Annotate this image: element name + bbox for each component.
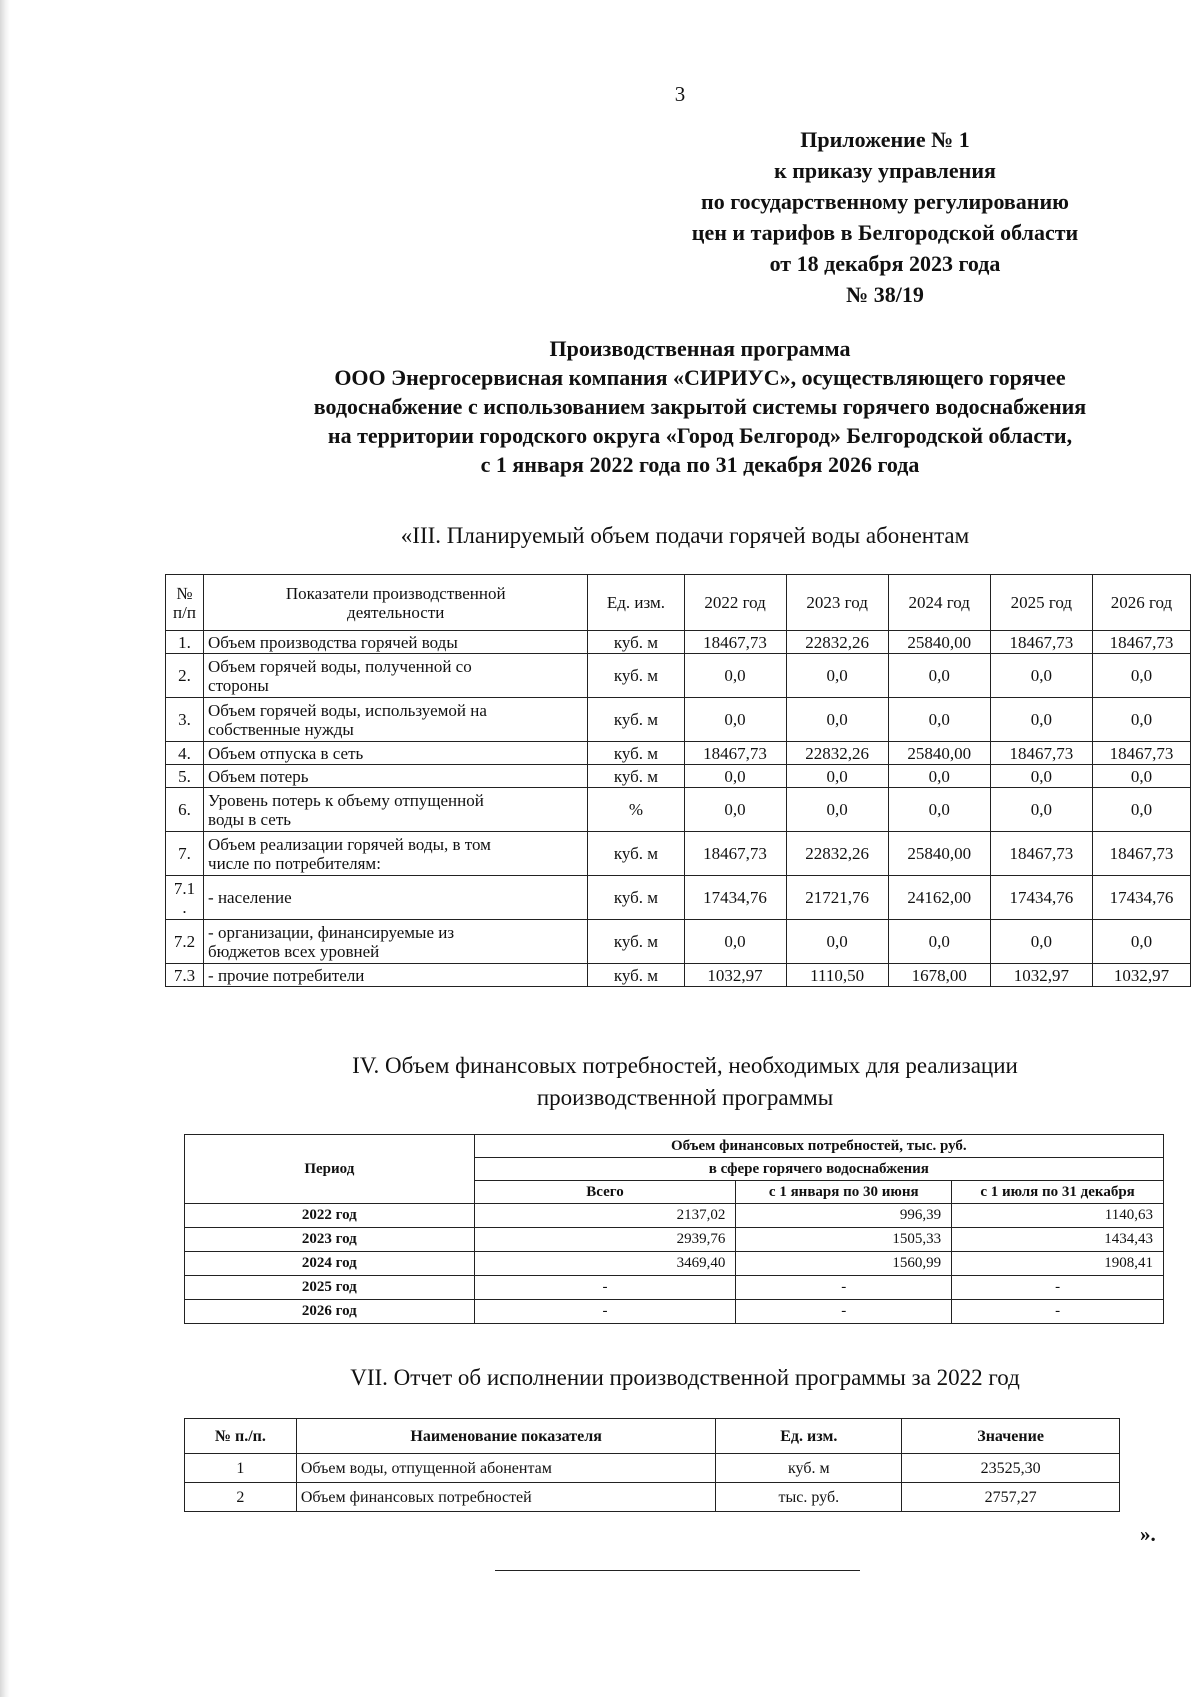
table-row: [166, 742, 1191, 765]
value-cell: 0,0: [786, 698, 888, 742]
header-num: № п./п.: [185, 1419, 297, 1454]
value-cell: 0,0: [888, 920, 990, 964]
indicator-name-line: стороны: [208, 675, 269, 695]
value-cell: 22832,26: [786, 742, 888, 765]
value-cell: 1908,41: [952, 1252, 1164, 1276]
table-row: [166, 698, 1191, 742]
value-cell: 0,0: [684, 765, 786, 788]
header-year: 2023 год: [786, 575, 888, 631]
indicator-name: [204, 920, 588, 964]
table-row: [185, 1276, 1164, 1300]
unit-cell: куб. м: [588, 832, 684, 876]
value-cell: 0,0: [990, 788, 1092, 832]
row-number: [166, 654, 204, 698]
indicator-name-line: Уровень потерь к объему отпущенной: [208, 790, 484, 810]
period-cell: 2025 год: [185, 1276, 475, 1300]
value-cell: 22832,26: [786, 832, 888, 876]
table-row: [185, 1228, 1164, 1252]
row-number: [166, 631, 204, 654]
indicator-name: [204, 876, 588, 920]
closing-quote: ».: [1140, 1522, 1156, 1546]
indicator-name: [204, 832, 588, 876]
value-cell: 2757,27: [902, 1483, 1120, 1512]
header-second-half: с 1 июля по 31 декабря: [952, 1181, 1164, 1204]
row-number: [166, 698, 204, 742]
header-hot-water-sphere: в сфере горячего водоснабжения: [474, 1158, 1163, 1181]
value-cell: 18467,73: [990, 742, 1092, 765]
header-year: 2026 год: [1092, 575, 1190, 631]
value-cell: -: [474, 1300, 736, 1324]
value-cell: 1434,43: [952, 1228, 1164, 1252]
value-cell: 1140,63: [952, 1204, 1164, 1228]
value-cell: 0,0: [1092, 765, 1190, 788]
value-cell: 0,0: [786, 654, 888, 698]
value-cell: 18467,73: [1092, 631, 1190, 654]
row-number-line: 7.1: [173, 878, 196, 898]
value-cell: 22832,26: [786, 631, 888, 654]
appendix-line: Приложение № 1: [800, 127, 970, 152]
program-title-line: на территории городского округа «Город Белгород» Белгородской области,: [327, 423, 1073, 448]
indicator-name-line: - прочие потребители: [208, 965, 365, 985]
indicator-name-line: воды в сеть: [208, 809, 292, 829]
header-indicator-name: Наименование показателя: [296, 1419, 716, 1454]
value-cell: 0,0: [786, 920, 888, 964]
row-number-line: 3.: [178, 710, 191, 729]
header-first-half: с 1 января по 30 июня: [736, 1181, 952, 1204]
value-cell: 1110,50: [786, 964, 888, 987]
appendix-block: [640, 124, 1130, 310]
value-cell: 0,0: [684, 654, 786, 698]
header-indicator: [204, 575, 588, 631]
unit-cell: куб. м: [588, 920, 684, 964]
value-cell: 0,0: [990, 654, 1092, 698]
header-period: Период: [185, 1135, 475, 1204]
row-number-line: 2.: [178, 666, 191, 685]
value-cell: 0,0: [684, 698, 786, 742]
value-cell: 18467,73: [1092, 742, 1190, 765]
table-row: [166, 788, 1191, 832]
row-number: [166, 964, 204, 987]
table-row: [166, 631, 1191, 654]
value-cell: 25840,00: [888, 742, 990, 765]
header-unit: Ед. изм.: [588, 575, 684, 631]
header-year: 2024 год: [888, 575, 990, 631]
table-row: [166, 832, 1191, 876]
appendix-line: от 18 декабря 2023 года: [769, 251, 1001, 276]
period-cell: 2024 год: [185, 1252, 475, 1276]
value-cell: 1032,97: [990, 964, 1092, 987]
header-year: 2022 год: [684, 575, 786, 631]
row-number-line: 6.: [178, 800, 191, 819]
value-cell: 0,0: [1092, 698, 1190, 742]
value-cell: 18467,73: [684, 631, 786, 654]
value-cell: -: [474, 1276, 736, 1300]
value-cell: 18467,73: [684, 832, 786, 876]
appendix-line: цен и тарифов в Белгородской области: [691, 220, 1079, 245]
end-line: [495, 1570, 860, 1571]
value-cell: 0,0: [888, 654, 990, 698]
value-cell: 0,0: [684, 788, 786, 832]
header-num-line: №: [176, 583, 193, 603]
table-row: [185, 1483, 1120, 1512]
unit-cell: куб. м: [588, 698, 684, 742]
section4-heading-line: производственной программы: [536, 1085, 834, 1110]
value-cell: 0,0: [1092, 788, 1190, 832]
value-cell: 0,0: [888, 788, 990, 832]
value-cell: -: [736, 1300, 952, 1324]
value-cell: 2939,76: [474, 1228, 736, 1252]
value-cell: 17434,76: [684, 876, 786, 920]
unit-cell: куб. м: [588, 964, 684, 987]
row-number: [166, 832, 204, 876]
scan-edge: [0, 0, 10, 1697]
indicator-name: Объем воды, отпущенной абонентам: [296, 1454, 716, 1483]
value-cell: 24162,00: [888, 876, 990, 920]
row-number: 1: [185, 1454, 297, 1483]
table-row: [166, 654, 1191, 698]
value-cell: 2137,02: [474, 1204, 736, 1228]
indicator-name-line: Объем реализации горячей воды, в том: [208, 834, 491, 854]
value-cell: 17434,76: [990, 876, 1092, 920]
value-cell: 21721,76: [786, 876, 888, 920]
indicator-name: [204, 654, 588, 698]
program-title-line: водоснабжение с использованием закрытой системы горячего водоснабжения: [313, 394, 1087, 419]
page-number: 3: [674, 82, 686, 106]
program-title-line: ООО Энергосервисная компания «СИРИУС», осуществляющего горячее: [334, 365, 1066, 390]
row-number-line: 5.: [178, 766, 191, 786]
section3-heading: «III. Планируемый объем подачи горячей воды абонентам: [400, 523, 970, 548]
row-number: [166, 742, 204, 765]
program-title: [180, 334, 1200, 479]
value-cell: 0,0: [990, 920, 1092, 964]
value-cell: -: [952, 1300, 1164, 1324]
row-number-line: .: [182, 897, 187, 917]
program-title-line: с 1 января 2022 года по 31 декабря 2026 года: [480, 452, 920, 477]
row-number: [166, 876, 204, 920]
indicator-name-line: Объем потерь: [208, 766, 309, 786]
table-row: [166, 876, 1191, 920]
unit-cell: куб. м: [588, 876, 684, 920]
value-cell: 0,0: [990, 765, 1092, 788]
program-title-line: Производственная программа: [549, 336, 851, 361]
header-num-line: п/п: [173, 602, 196, 622]
table-row: [185, 1300, 1164, 1324]
value-cell: 1032,97: [1092, 964, 1190, 987]
indicator-name-line: собственные нужды: [208, 719, 354, 739]
row-number-line: 7.2: [173, 932, 196, 951]
indicator-name: [204, 631, 588, 654]
header-value: Значение: [902, 1419, 1120, 1454]
header-num: [166, 575, 204, 631]
indicator-name-line: числе по потребителям:: [208, 853, 381, 873]
value-cell: 0,0: [786, 765, 888, 788]
unit-cell: тыс. руб.: [716, 1483, 902, 1512]
indicator-name: [204, 698, 588, 742]
table-row: [185, 1204, 1164, 1228]
appendix-line: по государственному регулированию: [701, 189, 1069, 214]
table-row: [166, 765, 1191, 788]
value-cell: 0,0: [888, 698, 990, 742]
header-year: 2025 год: [990, 575, 1092, 631]
value-cell: 18467,73: [684, 742, 786, 765]
header-financial-needs: Объем финансовых потребностей, тыс. руб.: [474, 1135, 1163, 1158]
period-cell: 2023 год: [185, 1228, 475, 1252]
value-cell: 0,0: [888, 765, 990, 788]
financial-needs-table: [184, 1134, 1164, 1324]
section4-heading-line: IV. Объем финансовых потребностей, необходимых для реализации: [352, 1053, 1018, 1078]
unit-cell: куб. м: [588, 742, 684, 765]
table-row: [185, 1252, 1164, 1276]
indicator-name-line: Объем производства горячей воды: [208, 632, 458, 652]
value-cell: 23525,30: [902, 1454, 1120, 1483]
value-cell: 1032,97: [684, 964, 786, 987]
value-cell: 1505,33: [736, 1228, 952, 1252]
value-cell: 1678,00: [888, 964, 990, 987]
value-cell: 0,0: [990, 698, 1092, 742]
value-cell: 0,0: [1092, 920, 1190, 964]
indicator-name-line: бюджетов всех уровней: [208, 941, 380, 961]
header-unit: Ед. изм.: [716, 1419, 902, 1454]
indicator-name: [204, 788, 588, 832]
indicator-name: [204, 742, 588, 765]
appendix-line: № 38/19: [846, 282, 924, 307]
value-cell: 3469,40: [474, 1252, 736, 1276]
row-number: [166, 765, 204, 788]
row-number: 2: [185, 1483, 297, 1512]
indicator-name-line: - население: [208, 888, 292, 907]
section4-heading: [0, 1050, 1200, 1114]
value-cell: 0,0: [684, 920, 786, 964]
value-cell: -: [736, 1276, 952, 1300]
indicator-name-line: Объем горячей воды, полученной со: [208, 656, 472, 676]
value-cell: 1560,99: [736, 1252, 952, 1276]
unit-cell: куб. м: [588, 765, 684, 788]
indicator-name-line: - организации, финансируемые из: [208, 922, 455, 942]
indicator-name: [204, 964, 588, 987]
table-row: [166, 964, 1191, 987]
indicator-name-line: Объем отпуска в сеть: [208, 743, 364, 763]
unit-cell: куб. м: [588, 631, 684, 654]
row-number: [166, 920, 204, 964]
appendix-line: к приказу управления: [774, 158, 996, 183]
value-cell: 18467,73: [1092, 832, 1190, 876]
header-indicator-line: деятельности: [347, 602, 445, 622]
execution-report-table: [184, 1418, 1120, 1512]
row-number: [166, 788, 204, 832]
header-indicator-line: Показатели производственной: [285, 583, 506, 603]
indicator-name-line: Объем горячей воды, используемой на: [208, 700, 487, 720]
unit-cell: %: [588, 788, 684, 832]
header-total: Всего: [474, 1181, 736, 1204]
unit-cell: куб. м: [588, 654, 684, 698]
row-number-line: 7.3: [173, 965, 196, 985]
value-cell: 25840,00: [888, 631, 990, 654]
table-row: [185, 1454, 1120, 1483]
value-cell: -: [952, 1276, 1164, 1300]
row-number-line: 4.: [178, 743, 191, 763]
value-cell: 996,39: [736, 1204, 952, 1228]
value-cell: 25840,00: [888, 832, 990, 876]
value-cell: 17434,76: [1092, 876, 1190, 920]
period-cell: 2022 год: [185, 1204, 475, 1228]
section7-heading: VII. Отчет об исполнении производственной программы за 2022 год: [350, 1365, 1020, 1390]
value-cell: 0,0: [1092, 654, 1190, 698]
indicator-name: Объем финансовых потребностей: [296, 1483, 716, 1512]
value-cell: 18467,73: [990, 631, 1092, 654]
period-cell: 2026 год: [185, 1300, 475, 1324]
supply-volume-table: [165, 574, 1191, 987]
row-number-line: 1.: [178, 632, 191, 652]
table-row: [166, 920, 1191, 964]
row-number-line: 7.: [178, 844, 191, 863]
unit-cell: куб. м: [716, 1454, 902, 1483]
value-cell: 0,0: [786, 788, 888, 832]
indicator-name: [204, 765, 588, 788]
value-cell: 18467,73: [990, 832, 1092, 876]
